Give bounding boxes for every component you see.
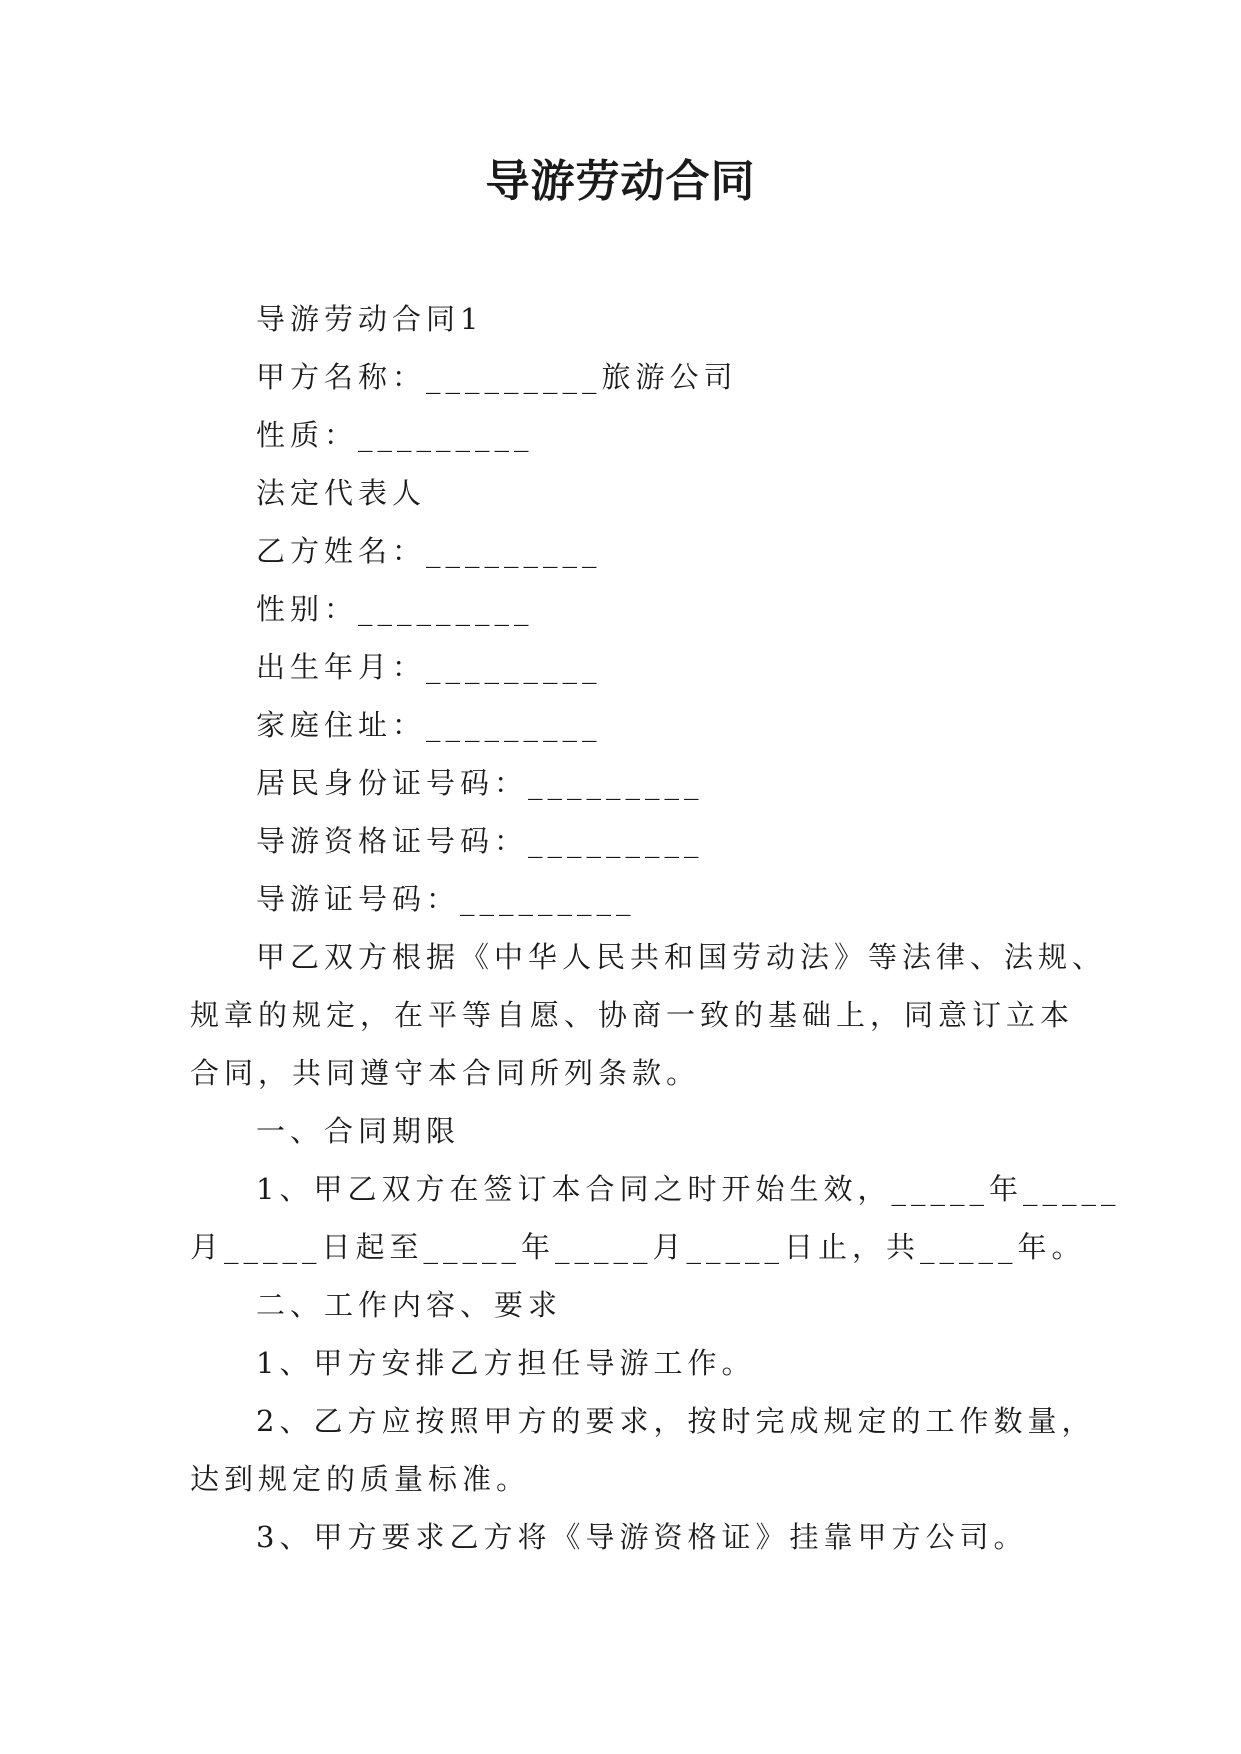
preamble-paragraph: 规章的规定，在平等自愿、协商一致的基础上，同意订立本 bbox=[190, 998, 1075, 1032]
contract-subtitle: 导游劳动合同1 bbox=[256, 302, 484, 336]
party-b-name-field: 乙方姓名：_________ bbox=[256, 534, 602, 568]
work-clause-1: 1、甲方安排乙方担任导游工作。 bbox=[256, 1346, 756, 1380]
nature-field: 性质：_________ bbox=[256, 418, 534, 452]
section-heading-work: 二、工作内容、要求 bbox=[256, 1288, 563, 1322]
party-a-name-field: 甲方名称：_________旅游公司 bbox=[256, 360, 738, 394]
guide-qualification-number-field: 导游资格证号码：_________ bbox=[256, 824, 704, 858]
page-title: 导游劳动合同 bbox=[485, 156, 756, 207]
guide-license-number-field: 导游证号码：_________ bbox=[256, 882, 636, 916]
work-clause-3: 3、甲方要求乙方将《导游资格证》挂靠甲方公司。 bbox=[256, 1520, 1028, 1554]
preamble-paragraph: 合同，共同遵守本合同所列条款。 bbox=[190, 1056, 701, 1090]
gender-field: 性别：_________ bbox=[256, 592, 534, 626]
term-clause: 月_____日起至_____年_____月_____日止，共_____年。 bbox=[190, 1230, 1086, 1264]
legal-representative-field: 法定代表人 bbox=[256, 476, 427, 510]
id-number-field: 居民身份证号码：_________ bbox=[256, 766, 704, 800]
work-clause-2: 达到规定的质量标准。 bbox=[190, 1462, 531, 1496]
home-address-field: 家庭住址：_________ bbox=[256, 708, 602, 742]
section-heading-term: 一、合同期限 bbox=[256, 1114, 461, 1148]
term-clause: 1、甲乙双方在签订本合同之时开始生效，_____年_____ bbox=[256, 1172, 1121, 1206]
work-clause-2: 2、乙方应按照甲方的要求，按时完成规定的工作数量， bbox=[256, 1404, 1096, 1438]
document-body bbox=[190, 290, 1121, 1566]
birth-date-field: 出生年月：_________ bbox=[256, 650, 602, 684]
preamble-paragraph: 甲乙双方根据《中华人民共和国劳动法》等法律、法规、 bbox=[256, 940, 1107, 974]
